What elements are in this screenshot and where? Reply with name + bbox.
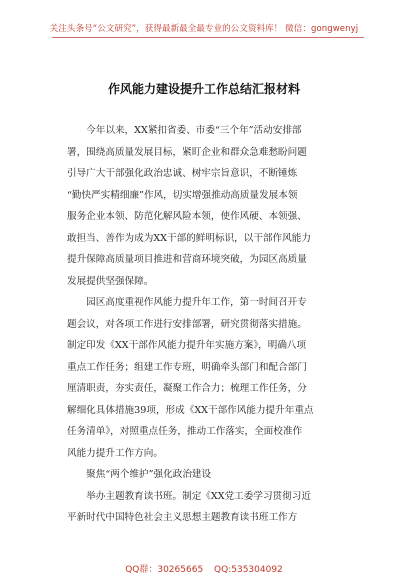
line-10: 题会议，对各项工作进行安排部署，研究贯彻落实措施。: [67, 318, 307, 330]
line-18: 举办主题教育读书班。制定《XX党工委学习贯彻习近: [67, 490, 311, 502]
line-6: 敢担当、善作为成为XX干部的鲜明标识，以干部作风能力: [67, 232, 311, 244]
line-3: 引导广大干部强化政治忠诚、树牢宗旨意识，不断锤炼: [67, 168, 298, 179]
footer: [0, 562, 408, 575]
header-note: 关注头条号“公文研究”，获得最新最全最专业的公文资料库！ 微信：gongwenyj: [49, 24, 359, 34]
line-12: 重点工作任务；组建工作专班，明确牵头部门和配合部门: [67, 361, 307, 373]
document-title: 作风能力建设提升工作总结汇报材料: [107, 82, 300, 96]
section-heading: 聚焦“两个维护”强化政治建设: [67, 469, 212, 480]
line-16: 风能力提升工作方向。: [67, 447, 163, 459]
line-1: 今年以来，XX紧扣省委、市委“三个年”活动安排部: [67, 125, 302, 136]
line-19: 平新时代中国特色社会主义思想主题教育读书班工作方: [67, 512, 298, 523]
line-13: 厘清职责，夯实责任，凝聚工作合力；梳理工作任务，分: [67, 383, 307, 394]
line-14: 解细化具体措施39项，形成《XX干部作风能力提升年重点: [67, 404, 314, 416]
line-5: 服务企业本领、防范化解风险本领，使作风硬、本领强、: [67, 211, 307, 222]
line-9: 园区高度重视作风能力提升年工作，第一时间召开专: [67, 297, 307, 308]
line-11: 制定印发《XX干部作风能力提升年实施方案》，明确八项: [67, 340, 307, 351]
line-15: 任务清单》，对照重点任务，推动工作落实，全面校准作: [67, 426, 303, 437]
footer-qq-group: QQ群：30265665: [125, 565, 204, 575]
header-divider: [52, 37, 364, 38]
footer-qq: QQ:535304092: [214, 565, 283, 575]
line-8: 发展提供坚强保障。: [67, 275, 154, 287]
line-2: 署，围绕高质量发展目标，紧盯企业和群众急难愁盼问题: [67, 146, 307, 158]
line-7: 提升保障高质量项目推进和营商环境突破，为园区高质量: [67, 254, 307, 265]
line-4: “勤快严实精细廉”作风，切实增强推动高质量发展本领: [67, 189, 298, 201]
